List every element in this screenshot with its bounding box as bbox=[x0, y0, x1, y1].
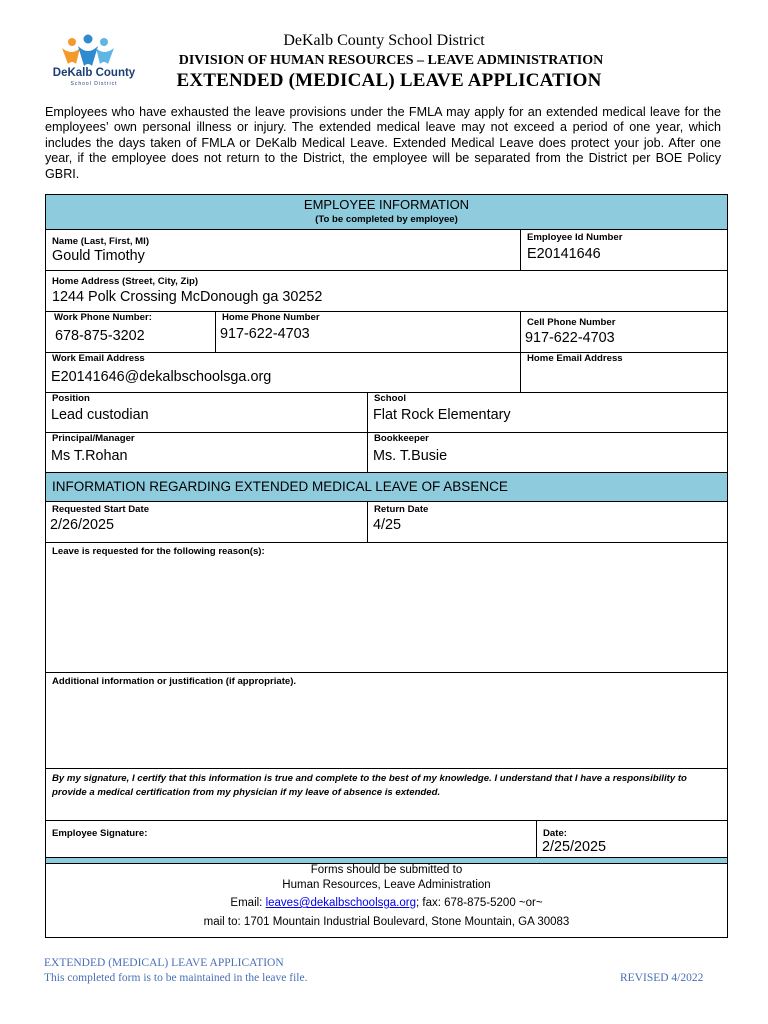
home-email-label: Home Email Address bbox=[527, 353, 623, 364]
manager-row bbox=[46, 432, 727, 472]
home-phone-label: Home Phone Number bbox=[222, 312, 320, 323]
school-label: School bbox=[374, 393, 406, 404]
reason-label: Leave is requested for the following reason(s): bbox=[52, 546, 265, 557]
address-field[interactable]: 1244 Polk Crossing McDonough ga 30252 bbox=[52, 289, 323, 305]
divider bbox=[215, 312, 216, 352]
cell-phone-field[interactable]: 917-622-4703 bbox=[525, 330, 615, 346]
return-date-label: Return Date bbox=[374, 504, 429, 515]
email-link[interactable]: leaves@dekalbschoolsga.org bbox=[265, 897, 416, 909]
footer-revised: REVISED 4/2022 bbox=[620, 972, 704, 984]
address-label: Home Address (Street, City, Zip) bbox=[52, 276, 199, 287]
start-date-label: Requested Start Date bbox=[52, 504, 150, 515]
name-field[interactable]: Gould Timothy bbox=[52, 248, 145, 264]
logo-title: DeKalb County bbox=[52, 67, 136, 79]
date-field[interactable]: 2/25/2025 bbox=[542, 839, 607, 855]
signature-row bbox=[46, 820, 727, 857]
employee-id-label: Employee Id Number bbox=[527, 232, 623, 243]
submit-line-1: Forms should be submitted to bbox=[310, 864, 463, 876]
additional-info-label: Additional information or justification (if appropriate). bbox=[52, 676, 297, 687]
certification-text: By my signature, I certify that this information is true and complete to the best of my knowledge. I understand that I have a responsibility to provide a medical certification from my physician if my leave of absence is extended. bbox=[52, 773, 687, 798]
name-row bbox=[46, 229, 727, 270]
intro-paragraph: Employees who have exhausted the leave provisions under the FMLA may apply for an extended medical leave for the employees’ own personal illness or injury. The extended medical leave may not exceed a period of one year, which includes the days taken of FMLA or DeKalb Medical Leave. Extended Medical Leave does protect your job. After one year, if the employee does not return to the District, the employee will be separated from the District per BOE Policy GBRI. bbox=[45, 105, 721, 181]
submit-email-line bbox=[46, 897, 727, 909]
email-suffix: ; fax: 678-875-5200 ~or~ bbox=[415, 897, 543, 909]
footer-form-name: EXTENDED (MEDICAL) LEAVE APPLICATION bbox=[44, 957, 284, 969]
phone-row bbox=[46, 311, 727, 352]
start-date-field[interactable]: 2/26/2025 bbox=[50, 517, 115, 533]
home-phone-field[interactable]: 917-622-4703 bbox=[220, 326, 310, 342]
work-email-label: Work Email Address bbox=[52, 353, 145, 364]
dates-row bbox=[46, 501, 727, 542]
reason-row bbox=[46, 542, 727, 672]
cell-phone-label: Cell Phone Number bbox=[527, 317, 616, 328]
school-field[interactable]: Flat Rock Elementary bbox=[373, 407, 511, 423]
submission-info bbox=[46, 863, 727, 937]
employee-info-header bbox=[46, 195, 727, 229]
bookkeeper-label: Bookkeeper bbox=[374, 433, 429, 444]
section-title: EMPLOYEE INFORMATION bbox=[303, 197, 470, 212]
leave-info-header bbox=[46, 472, 727, 501]
divider bbox=[520, 353, 521, 392]
date-label: Date: bbox=[543, 828, 567, 839]
form-title: EXTENDED (MEDICAL) LEAVE APPLICATION bbox=[176, 70, 602, 91]
position-row bbox=[46, 392, 727, 432]
division-name: DIVISION OF HUMAN RESOURCES – LEAVE ADMINISTRATION bbox=[178, 53, 604, 68]
divider bbox=[367, 393, 368, 432]
work-phone-label: Work Phone Number: bbox=[54, 312, 152, 323]
certification-row bbox=[46, 768, 727, 820]
signature-field[interactable] bbox=[156, 825, 526, 853]
position-field[interactable]: Lead custodian bbox=[51, 407, 149, 423]
email-row bbox=[46, 352, 727, 392]
signature-label: Employee Signature: bbox=[52, 828, 148, 839]
reason-field[interactable] bbox=[52, 563, 720, 663]
return-date-field[interactable]: 4/25 bbox=[373, 517, 402, 533]
work-phone-field[interactable]: 678-875-3202 bbox=[55, 328, 145, 344]
divider bbox=[536, 821, 537, 857]
address-row bbox=[46, 270, 727, 311]
section-subtitle: (To be completed by employee) bbox=[315, 214, 458, 225]
principal-field[interactable]: Ms T.Rohan bbox=[51, 448, 128, 464]
position-label: Position bbox=[52, 393, 90, 404]
email-prefix: Email: bbox=[230, 897, 266, 909]
section-title: INFORMATION REGARDING EXTENDED MEDICAL LEAVE OF ABSENCE bbox=[52, 479, 508, 494]
employee-id-field[interactable]: E20141646 bbox=[527, 246, 601, 262]
additional-info-row bbox=[46, 672, 727, 768]
footer-note: This completed form is to be maintained in the leave file. bbox=[44, 972, 308, 984]
submit-mail-line: mail to: 1701 Mountain Industrial Boulevard, Stone Mountain, GA 30083 bbox=[203, 916, 570, 928]
application-form bbox=[45, 194, 728, 938]
principal-label: Principal/Manager bbox=[52, 433, 135, 444]
divider bbox=[367, 433, 368, 472]
bookkeeper-field[interactable]: Ms. T.Busie bbox=[373, 448, 448, 464]
district-name: DeKalb County School District bbox=[283, 32, 485, 49]
divider bbox=[520, 230, 521, 270]
divider bbox=[367, 502, 368, 542]
divider bbox=[520, 312, 521, 352]
additional-info-field[interactable] bbox=[52, 693, 720, 763]
name-label: Name (Last, First, MI) bbox=[52, 236, 150, 247]
submit-line-2: Human Resources, Leave Administration bbox=[282, 879, 491, 891]
logo-subtitle: School District bbox=[70, 81, 118, 87]
work-email-field[interactable]: E20141646@dekalbschoolsga.org bbox=[51, 369, 272, 385]
